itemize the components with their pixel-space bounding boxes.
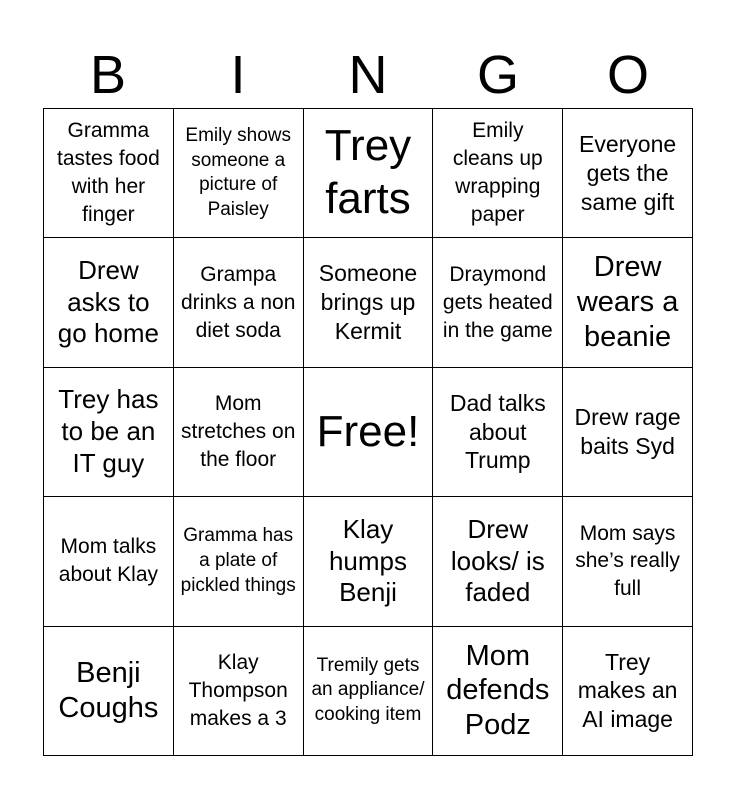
bingo-cell-free[interactable] bbox=[304, 368, 434, 497]
cell-text: Drew wears a beanie bbox=[576, 251, 679, 353]
cell-text: Drew looks/ is faded bbox=[450, 513, 545, 608]
bingo-cell-r2c3[interactable] bbox=[304, 238, 434, 367]
cell-text: Drew asks to go home bbox=[57, 255, 159, 349]
cell-text: Dad talks about Trump bbox=[449, 389, 546, 474]
cell-text: Someone brings up Kermit bbox=[318, 260, 418, 344]
cell-text: Mom defends Podz bbox=[446, 639, 550, 742]
cell-text: Trey has to be an IT guy bbox=[58, 384, 159, 478]
bingo-cell-r3c4[interactable] bbox=[433, 368, 563, 497]
cell-text: Gramma has a plate of pickled things bbox=[180, 525, 296, 596]
bingo-cell-r4c3[interactable] bbox=[304, 497, 434, 626]
cell-text: Draymond gets heated in the game bbox=[442, 262, 553, 342]
bingo-cell-r3c1[interactable] bbox=[44, 368, 174, 497]
bingo-cell-r2c2[interactable] bbox=[174, 238, 304, 367]
cell-text: Drew rage baits Syd bbox=[574, 404, 681, 459]
bingo-cell-r4c2[interactable] bbox=[174, 497, 304, 626]
bingo-cell-r1c1[interactable] bbox=[44, 109, 174, 238]
bingo-cell-r2c4[interactable] bbox=[433, 238, 563, 367]
bingo-cell-r4c5[interactable] bbox=[563, 497, 693, 626]
bingo-cell-r5c3[interactable] bbox=[304, 627, 434, 756]
bingo-cell-r5c5[interactable] bbox=[563, 627, 693, 756]
bingo-cell-r3c5[interactable] bbox=[563, 368, 693, 497]
cell-text: Everyone gets the same gift bbox=[579, 131, 677, 215]
header-letter-o: O bbox=[606, 45, 649, 105]
bingo-cell-r1c4[interactable] bbox=[433, 109, 563, 238]
bingo-cell-r5c2[interactable] bbox=[174, 627, 304, 756]
header-letter-n: N bbox=[348, 45, 388, 105]
header-letter-g: G bbox=[476, 45, 519, 105]
header-letter-b: B bbox=[89, 45, 127, 105]
cell-text: Mom stretches on the floor bbox=[180, 392, 296, 471]
bingo-cell-r3c2[interactable] bbox=[174, 368, 304, 497]
cell-text: Mom says she’s really full bbox=[575, 521, 680, 601]
cell-text: Klay humps Benji bbox=[328, 513, 408, 608]
bingo-cell-r2c1[interactable] bbox=[44, 238, 174, 367]
bingo-grid bbox=[43, 108, 693, 756]
bingo-cell-r1c3[interactable] bbox=[304, 109, 434, 238]
free-space-text: Free! bbox=[316, 406, 420, 456]
bingo-cell-r4c1[interactable] bbox=[44, 497, 174, 626]
bingo-cell-r4c4[interactable] bbox=[433, 497, 563, 626]
header-letter-i: I bbox=[230, 45, 246, 105]
cell-text: Gramma tastes food with her finger bbox=[57, 119, 160, 227]
bingo-header bbox=[43, 42, 693, 108]
cell-text: Mom talks about Klay bbox=[58, 535, 159, 587]
cell-text: Emily shows someone a picture of Paisley bbox=[185, 124, 291, 220]
cell-text: Grampa drinks a non diet soda bbox=[180, 262, 296, 342]
bingo-cell-r1c5[interactable] bbox=[563, 109, 693, 238]
bingo-cell-r5c4[interactable] bbox=[433, 627, 563, 756]
bingo-cell-r5c1[interactable] bbox=[44, 627, 174, 756]
cell-text: Trey makes an AI image bbox=[577, 648, 678, 733]
bingo-cell-r2c5[interactable] bbox=[563, 238, 693, 367]
cell-text: Trey farts bbox=[324, 121, 412, 224]
cell-text: Klay Thompson makes a 3 bbox=[188, 650, 288, 730]
bingo-cell-r1c2[interactable] bbox=[174, 109, 304, 238]
cell-text: Emily cleans up wrapping paper bbox=[452, 119, 543, 227]
cell-text: Benji Coughs bbox=[58, 656, 159, 724]
cell-text: Tremily gets an appliance/ cooking item bbox=[311, 654, 425, 726]
